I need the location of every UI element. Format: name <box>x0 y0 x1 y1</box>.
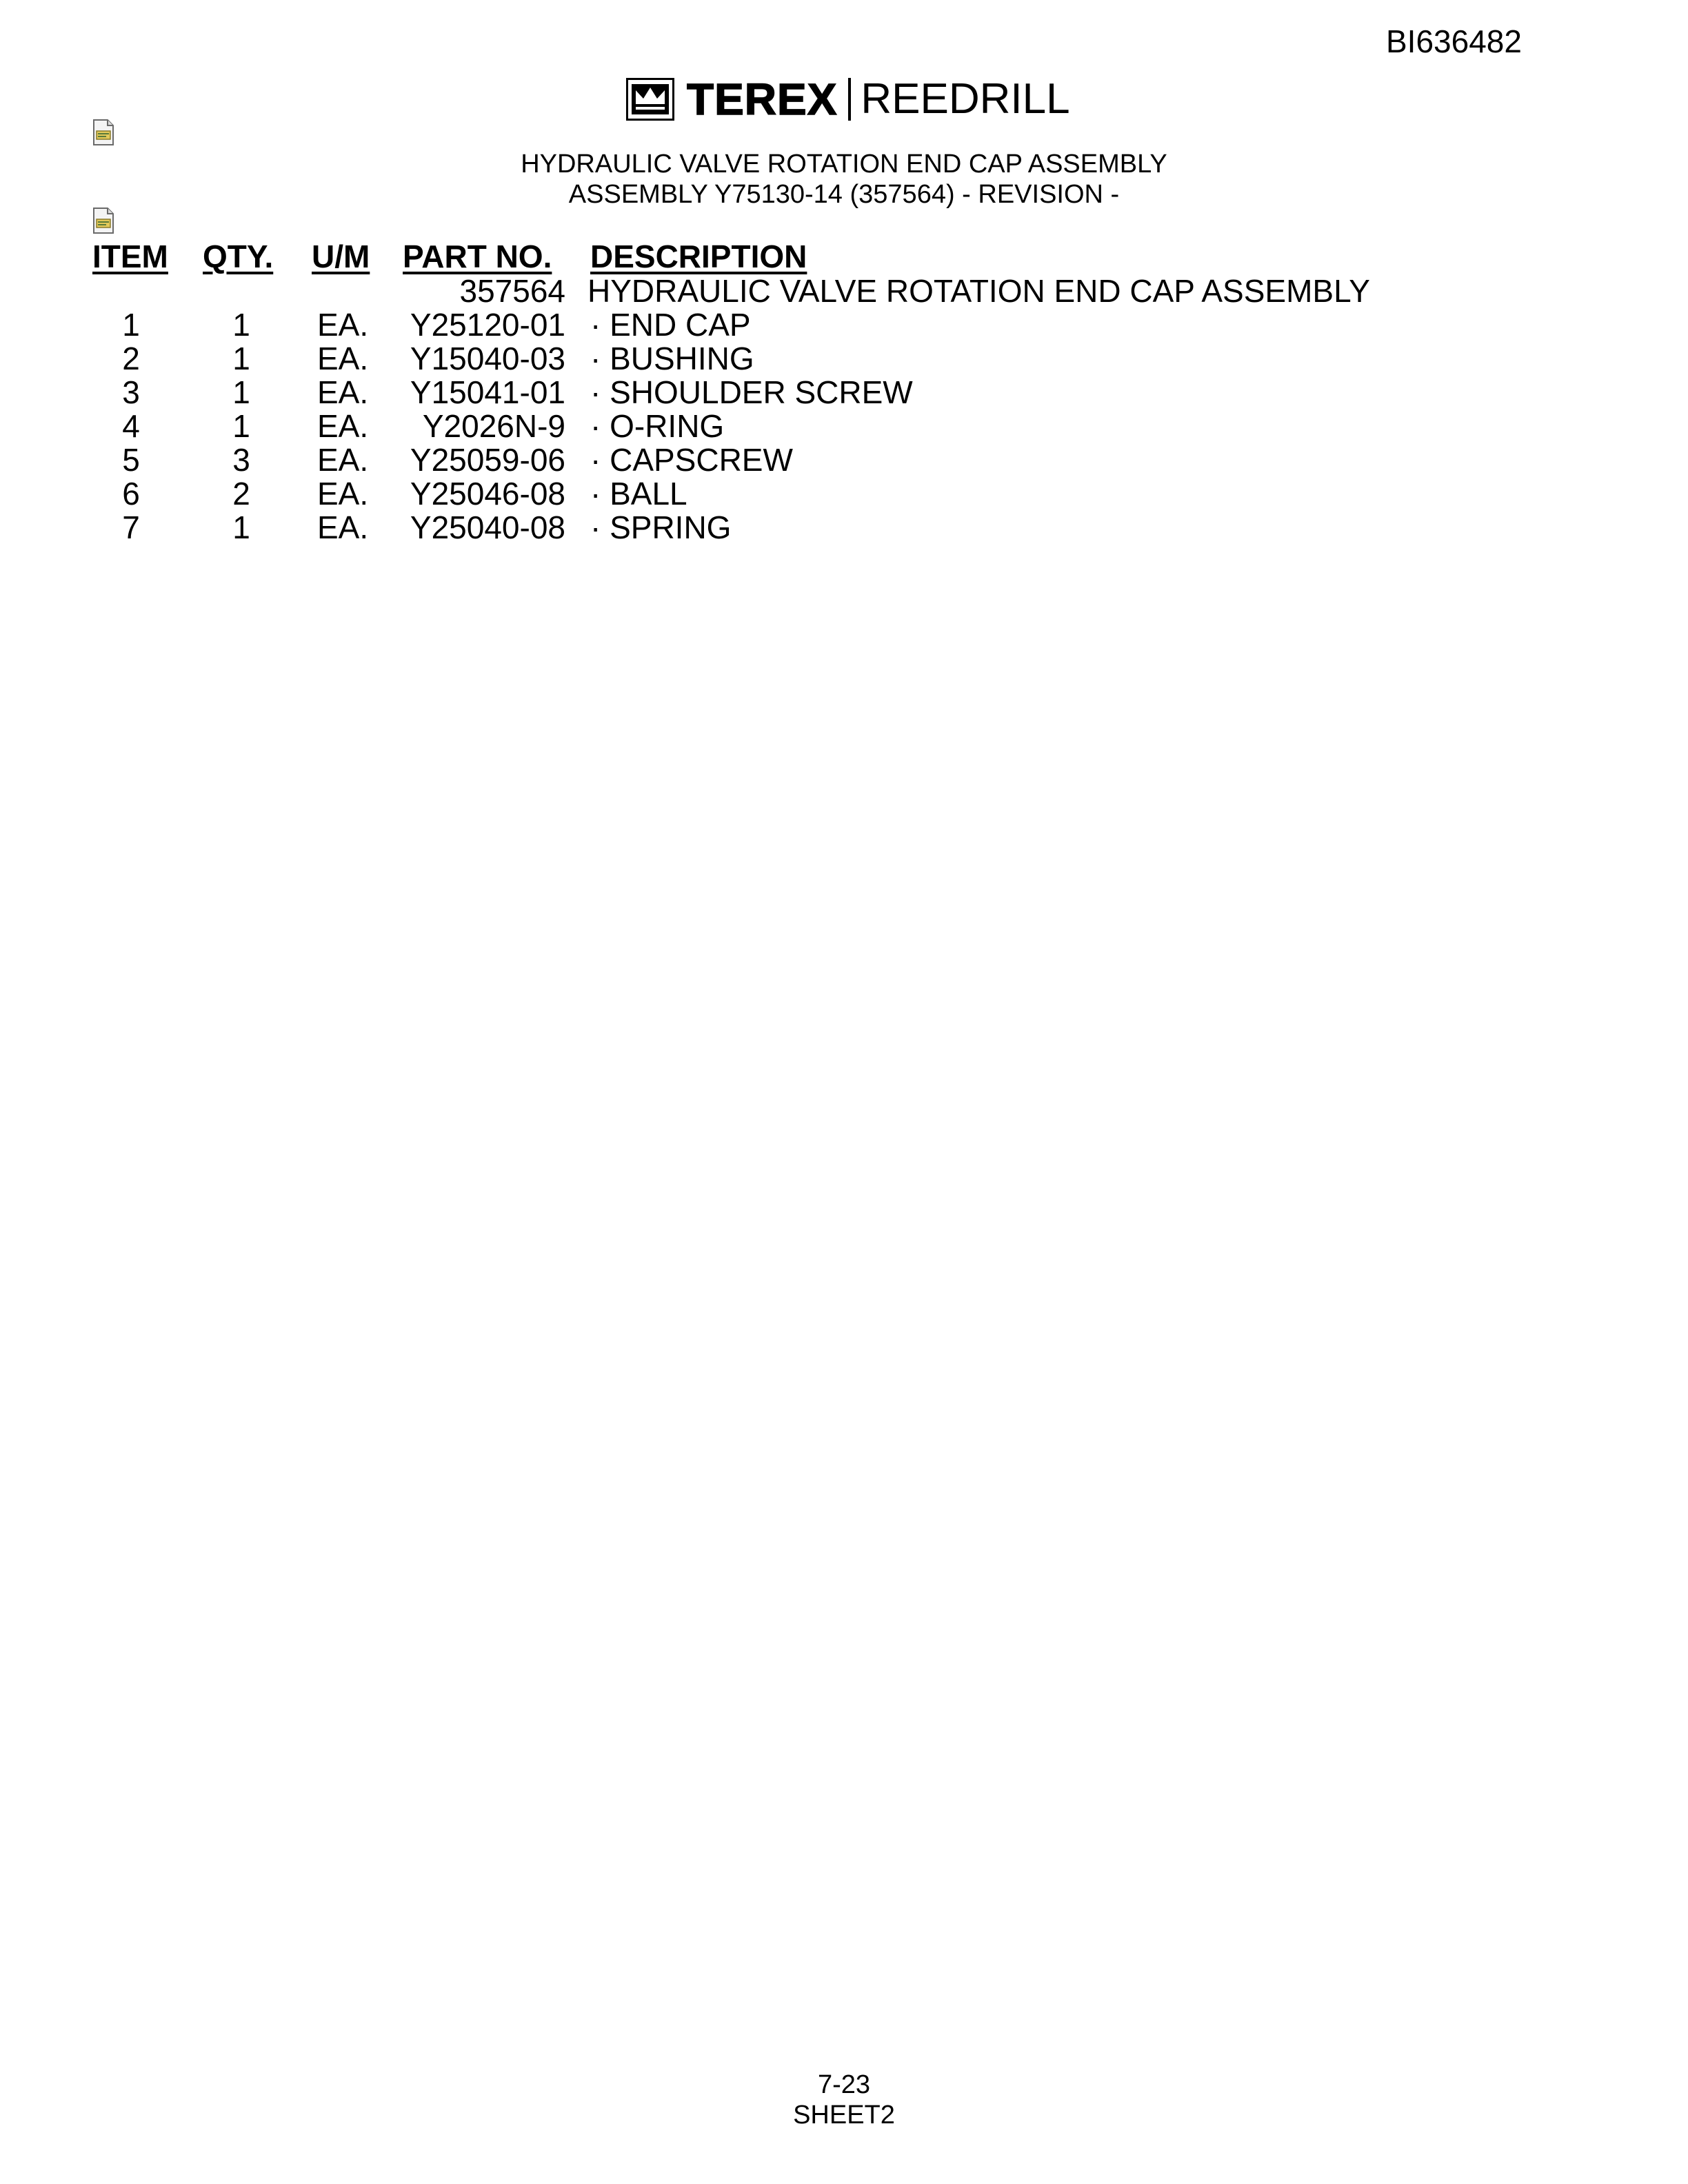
um-cell: EA. <box>317 307 369 343</box>
um-cell: EA. <box>317 341 369 376</box>
document-id: BI636482 <box>1386 23 1522 59</box>
header-part-no: PART NO. <box>403 239 552 274</box>
logo-brand-text: TEREX <box>687 74 838 124</box>
part-no-cell: Y25040-08 <box>410 509 565 545</box>
assembly-title: HYDRAULIC VALVE ROTATION END CAP ASSEMBLY <box>521 150 1167 179</box>
description-cell: · SHOULDER SCREW <box>590 374 913 410</box>
description-cell: · SPRING <box>590 509 732 545</box>
header-item: ITEM <box>92 239 168 274</box>
um-cell: EA. <box>317 476 369 512</box>
terex-reedrill-logo <box>626 74 1070 124</box>
item-cell: 6 <box>122 476 140 512</box>
description-cell: HYDRAULIC VALVE ROTATION END CAP ASSEMBLY <box>587 273 1370 309</box>
attachment-icon[interactable] <box>90 119 117 146</box>
item-cell: 4 <box>122 408 140 444</box>
page-number: 7-23 <box>817 2070 871 2099</box>
part-no-cell: Y2026N-9 <box>422 408 565 444</box>
header-um: U/M <box>312 239 370 274</box>
um-cell: EA. <box>317 408 369 444</box>
table-row <box>0 342 1688 376</box>
description-cell: · BALL <box>590 476 687 512</box>
table-row <box>0 477 1688 511</box>
assembly-subtitle: ASSEMBLY Y75130-14 (357564) - REVISION - <box>568 180 1120 209</box>
parts-table-body <box>0 274 1688 545</box>
table-row <box>0 274 1688 308</box>
attachment-icon[interactable] <box>90 207 117 234</box>
qty-cell: 1 <box>232 509 250 545</box>
header-qty: QTY. <box>203 239 274 274</box>
qty-cell: 1 <box>232 341 250 376</box>
qty-cell: 2 <box>232 476 250 512</box>
table-row <box>0 376 1688 410</box>
item-cell: 5 <box>122 442 140 478</box>
item-cell: 2 <box>122 341 140 376</box>
table-row <box>0 511 1688 545</box>
table-row <box>0 410 1688 443</box>
qty-cell: 3 <box>232 442 250 478</box>
description-cell: · END CAP <box>590 307 751 343</box>
description-cell: · BUSHING <box>590 341 754 376</box>
table-row <box>0 308 1688 342</box>
part-no-cell: 357564 <box>459 273 565 309</box>
qty-cell: 1 <box>232 307 250 343</box>
terex-crown-icon <box>626 78 674 121</box>
description-cell: · O-RING <box>590 408 725 444</box>
um-cell: EA. <box>317 442 369 478</box>
logo-product-text: REEDRILL <box>861 75 1070 123</box>
item-cell: 3 <box>122 374 140 410</box>
qty-cell: 1 <box>232 374 250 410</box>
description-cell: · CAPSCREW <box>590 442 793 478</box>
um-cell: EA. <box>317 509 369 545</box>
um-cell: EA. <box>317 374 369 410</box>
part-no-cell: Y15040-03 <box>410 341 565 376</box>
item-cell: 7 <box>122 509 140 545</box>
logo-divider <box>848 78 851 121</box>
sheet-label: SHEET2 <box>793 2101 895 2130</box>
part-no-cell: Y15041-01 <box>410 374 565 410</box>
part-no-cell: Y25120-01 <box>410 307 565 343</box>
table-row <box>0 443 1688 477</box>
header-description: DESCRIPTION <box>590 239 807 274</box>
qty-cell: 1 <box>232 408 250 444</box>
part-no-cell: Y25046-08 <box>410 476 565 512</box>
item-cell: 1 <box>122 307 140 343</box>
part-no-cell: Y25059-06 <box>410 442 565 478</box>
